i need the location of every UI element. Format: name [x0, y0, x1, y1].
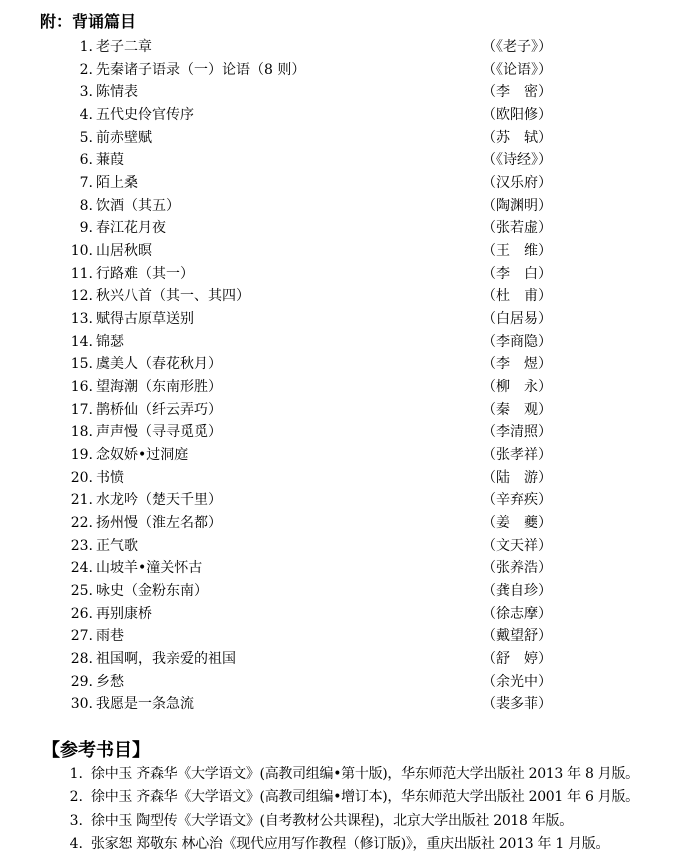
list-item — [0, 693, 677, 716]
list-item — [0, 625, 677, 648]
item-number: 22. — [70, 515, 93, 532]
list-item — [0, 195, 677, 218]
item-number: 28. — [70, 651, 93, 668]
item-title: 山坡羊•潼关怀古 — [96, 560, 203, 577]
item-title: 声声慢（寻寻觅觅） — [96, 424, 222, 441]
reference-text: 张家恕 郑敬东 林心治《现代应用写作教程（修订版)》，重庆出版社 2013 年 1 月版。 — [91, 835, 610, 852]
reference-number: 4. — [69, 835, 83, 852]
list-item — [0, 535, 677, 558]
reference-item — [0, 786, 677, 809]
item-author: （戴望舒） — [482, 628, 552, 645]
item-author: （李 密） — [482, 84, 552, 101]
recitation-list — [0, 36, 677, 716]
item-title: 五代史伶官传序 — [96, 107, 194, 124]
item-number: 16. — [70, 379, 93, 396]
item-number: 7. — [79, 175, 93, 192]
item-title: 前赤壁赋 — [96, 129, 152, 146]
item-number: 5. — [79, 129, 93, 146]
item-author: （李 煜） — [482, 356, 552, 373]
item-title: 望海潮（东南形胜） — [96, 379, 222, 396]
item-author: （姜 夔） — [482, 515, 552, 532]
item-author: （陆 游） — [482, 469, 552, 486]
list-item — [0, 671, 677, 694]
list-item — [0, 172, 677, 195]
list-item — [0, 603, 677, 626]
list-item — [0, 59, 677, 82]
list-item — [0, 308, 677, 331]
item-number: 27. — [70, 628, 93, 645]
item-title: 赋得古原草送别 — [96, 311, 194, 328]
item-number: 21. — [70, 492, 93, 509]
item-number: 26. — [70, 605, 93, 622]
item-number: 29. — [70, 673, 93, 690]
reference-item — [0, 763, 677, 786]
item-author: （余光中） — [482, 673, 552, 690]
item-author: （李 白） — [482, 265, 552, 282]
list-item — [0, 353, 677, 376]
item-title: 再别康桥 — [96, 605, 152, 622]
item-author: （汉乐府） — [482, 175, 552, 192]
list-item — [0, 36, 677, 59]
item-author: （辛弃疾） — [482, 492, 552, 509]
list-item — [0, 263, 677, 286]
item-number: 9. — [79, 220, 93, 237]
item-title: 先秦诸子语录（一）论语（8 则） — [96, 61, 306, 78]
item-title: 雨巷 — [96, 628, 124, 645]
item-number: 8. — [79, 197, 93, 214]
item-title: 乡愁 — [96, 673, 124, 690]
references-list — [0, 763, 677, 856]
item-author: （柳 永） — [482, 379, 552, 396]
item-author: （张若虚） — [482, 220, 552, 237]
references-heading: 【参考书目】 — [42, 740, 150, 761]
item-title: 水龙吟（楚天千里） — [96, 492, 222, 509]
list-item — [0, 81, 677, 104]
list-item — [0, 421, 677, 444]
item-title: 饮酒（其五） — [96, 197, 180, 214]
item-number: 6. — [79, 152, 93, 169]
reference-text: 徐中玉 陶型传《大学语文》(自考教材公共课程)，北京大学出版社 2018 年版。 — [91, 812, 573, 829]
item-title: 老子二章 — [96, 39, 152, 55]
item-author: （《诗经》） — [482, 152, 552, 169]
list-item — [0, 489, 677, 512]
item-title: 正气歌 — [96, 537, 138, 554]
item-number: 12. — [70, 288, 93, 305]
list-item — [0, 557, 677, 580]
list-item — [0, 399, 677, 422]
item-number: 19. — [70, 447, 93, 464]
list-item — [0, 467, 677, 490]
list-item — [0, 127, 677, 150]
list-item — [0, 376, 677, 399]
item-number: 10. — [70, 243, 93, 260]
item-author: （舒 婷） — [482, 651, 552, 668]
list-item — [0, 217, 677, 240]
item-number: 11. — [70, 265, 93, 282]
item-author: （张孝祥） — [482, 447, 552, 464]
list-item — [0, 240, 677, 263]
item-number: 2. — [79, 61, 93, 78]
item-number: 4. — [79, 107, 93, 124]
item-title: 书愤 — [96, 469, 124, 486]
reference-item — [0, 810, 677, 833]
item-author: （秦 观） — [482, 401, 552, 418]
item-number: 23. — [70, 537, 93, 554]
item-author: （《老子》） — [482, 39, 552, 55]
item-number: 3. — [79, 84, 93, 101]
list-item — [0, 648, 677, 671]
item-title: 秋兴八首（其一、其四） — [96, 288, 250, 305]
item-author: （欧阳修） — [482, 107, 552, 124]
item-title: 虞美人（春花秋月） — [96, 356, 222, 373]
item-title: 鹊桥仙（纤云弄巧） — [96, 401, 222, 418]
reference-number: 2. — [69, 789, 83, 806]
item-author: （杜 甫） — [482, 288, 552, 305]
item-number: 24. — [70, 560, 93, 577]
item-title: 春江花月夜 — [96, 220, 166, 237]
item-title: 我愿是一条急流 — [96, 696, 194, 713]
item-number: 18. — [70, 424, 93, 441]
item-author: （苏 轼） — [482, 129, 552, 146]
reference-number: 3. — [69, 812, 83, 829]
item-title: 咏史（金粉东南） — [96, 583, 208, 600]
reference-item — [0, 833, 677, 856]
list-item — [0, 285, 677, 308]
item-title: 祖国啊，我亲爱的祖国 — [96, 651, 236, 668]
item-title: 锦瑟 — [96, 333, 124, 350]
item-author: （徐志摩） — [482, 605, 552, 622]
item-number: 25. — [70, 583, 93, 600]
item-author: （文天祥） — [482, 537, 552, 554]
item-author: （李商隐） — [482, 333, 552, 350]
list-item — [0, 444, 677, 467]
item-number: 13. — [70, 311, 93, 328]
item-author: （陶渊明） — [482, 197, 552, 214]
item-author: （裴多菲） — [482, 696, 552, 713]
item-author: （李清照） — [482, 424, 552, 441]
item-title: 蒹葭 — [96, 152, 124, 169]
item-title: 山居秋暝 — [96, 243, 152, 260]
item-author: （《论语》） — [482, 61, 552, 78]
item-author: （白居易） — [482, 311, 552, 328]
item-number: 1. — [79, 39, 93, 55]
list-item — [0, 331, 677, 354]
item-number: 30. — [70, 696, 93, 713]
list-item — [0, 149, 677, 172]
item-title: 行路难（其一） — [96, 265, 194, 282]
item-author: （张养浩） — [482, 560, 552, 577]
reference-number: 1. — [69, 766, 83, 782]
item-author: （王 维） — [482, 243, 552, 260]
reference-text: 徐中玉 齐森华《大学语文》(高教司组编•增订本)，华东师范大学出版社 2001 年 6 月版。 — [91, 789, 639, 806]
item-number: 14. — [70, 333, 93, 350]
item-number: 15. — [70, 356, 93, 373]
item-title: 扬州慢（淮左名都） — [96, 515, 222, 532]
item-number: 20. — [70, 469, 93, 486]
recitation-heading: 附：背诵篇目 — [40, 12, 137, 31]
item-title: 念奴娇•过洞庭 — [96, 447, 189, 464]
list-item — [0, 104, 677, 127]
item-title: 陈情表 — [96, 84, 138, 101]
list-item — [0, 580, 677, 603]
item-author: （龚自珍） — [482, 583, 552, 600]
item-number: 17. — [70, 401, 93, 418]
reference-text: 徐中玉 齐森华《大学语文》(高教司组编•第十版)，华东师范大学出版社 2013 年 8 月版。 — [91, 766, 639, 782]
list-item — [0, 512, 677, 535]
item-title: 陌上桑 — [96, 175, 138, 192]
